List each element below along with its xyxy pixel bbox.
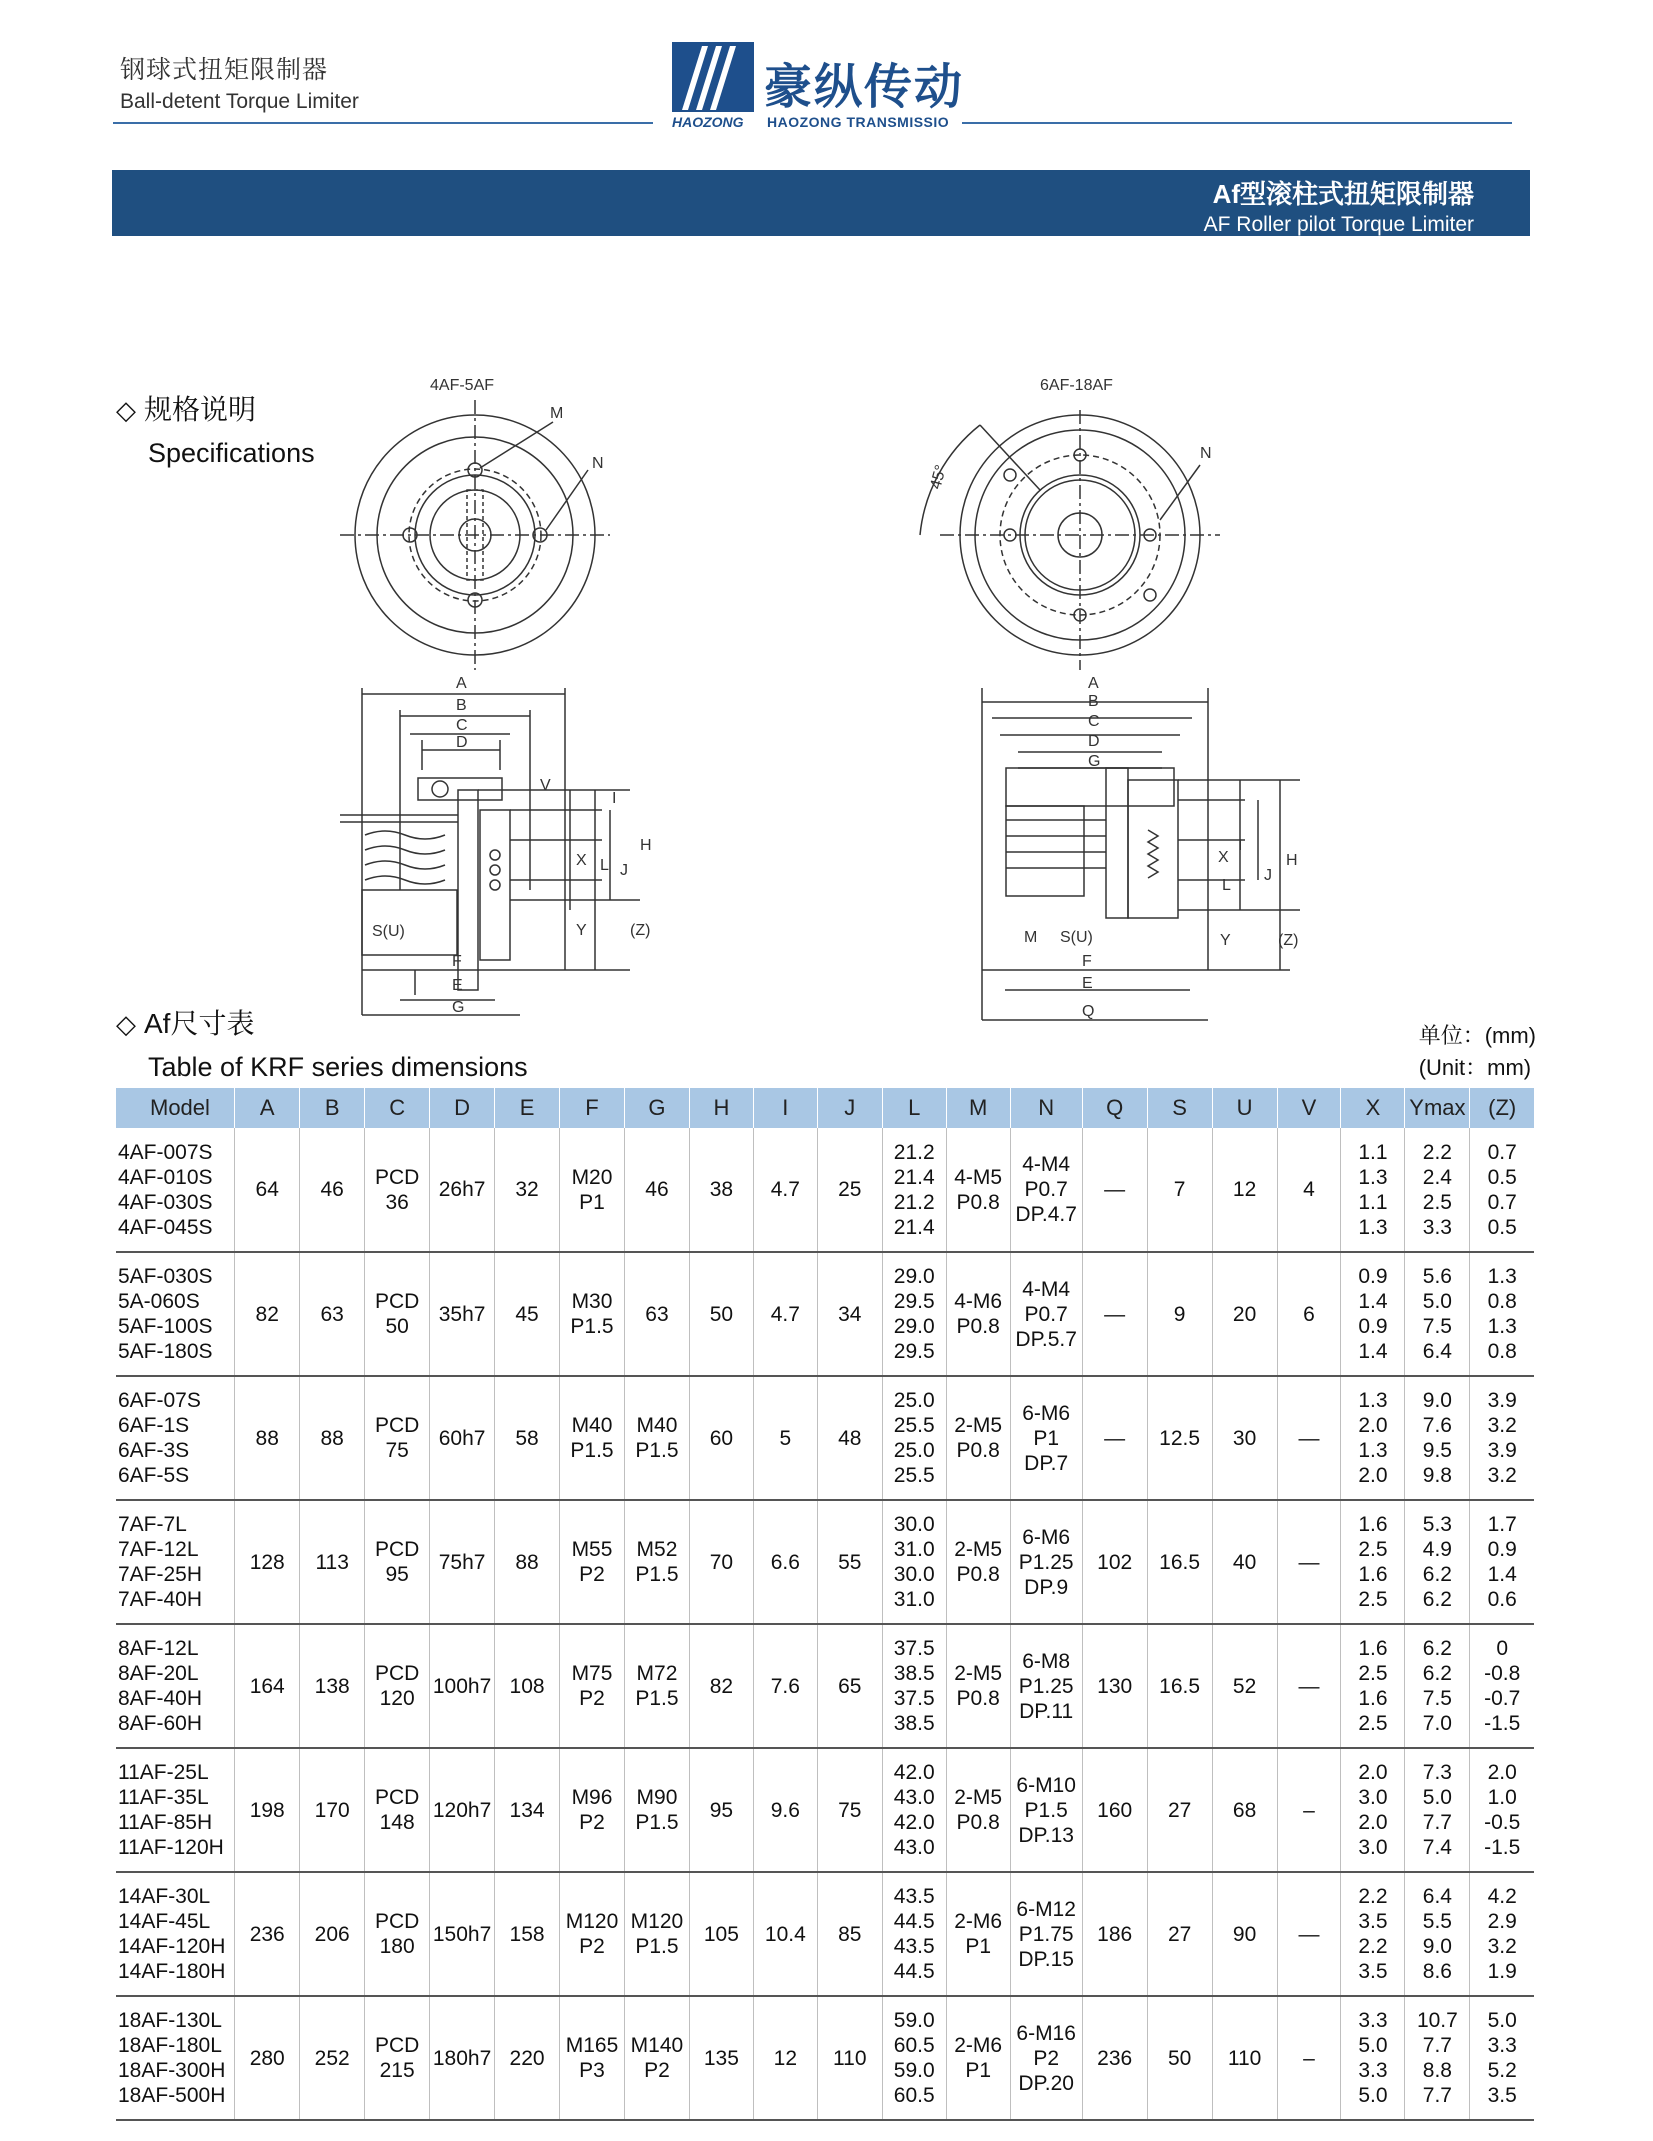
cell-i: 5: [753, 1376, 817, 1500]
cell-s: 9: [1147, 1252, 1212, 1376]
cell-j: 48: [817, 1376, 882, 1500]
specs-title-cn: 规格说明: [144, 394, 257, 425]
header-rule-left: [113, 122, 653, 124]
cell-g: M90 P1.5: [624, 1748, 689, 1872]
cell-d: 180h7: [430, 1996, 495, 2120]
label-e-right: E: [1082, 975, 1093, 992]
cell-l: 59.0 60.5 59.0 60.5: [882, 1996, 946, 2120]
cell-v: —: [1277, 1624, 1341, 1748]
cell-y: 2.2 2.4 2.5 3.3: [1405, 1128, 1470, 1252]
cell-b: 206: [300, 1872, 365, 1996]
drawing-4af-5af: [340, 370, 690, 1030]
cell-i: 4.7: [753, 1128, 817, 1252]
cell-n: 6-M6 P1.25 DP.9: [1010, 1500, 1082, 1624]
cell-model: 7AF-7L 7AF-12L 7AF-25H 7AF-40H: [116, 1500, 235, 1624]
table-row: [116, 1128, 1534, 1252]
col-header-a: A: [235, 1088, 300, 1128]
cell-z: 0.7 0.5 0.7 0.5: [1470, 1128, 1534, 1252]
cell-i: 4.7: [753, 1252, 817, 1376]
col-header-m: M: [946, 1088, 1010, 1128]
cell-f: M55 P2: [560, 1500, 625, 1624]
col-header-x: X: [1341, 1088, 1405, 1128]
table-row: [116, 1500, 1534, 1624]
banner-title-cn: Af型滚柱式扭矩限制器: [1212, 179, 1474, 209]
cell-d: 60h7: [430, 1376, 495, 1500]
label-l-right: L: [1222, 877, 1231, 894]
cell-q: 186: [1082, 1872, 1147, 1996]
cell-b: 113: [300, 1500, 365, 1624]
cell-q: 236: [1082, 1996, 1147, 2120]
cell-e: 58: [495, 1376, 560, 1500]
drawing-right-title: 6AF-18AF: [1040, 377, 1113, 394]
cell-y: 9.0 7.6 9.5 9.8: [1405, 1376, 1470, 1500]
cell-j: 75: [817, 1748, 882, 1872]
cell-n: 6-M16 P2 DP.20: [1010, 1996, 1082, 2120]
cell-i: 9.6: [753, 1748, 817, 1872]
label-z: (Z): [630, 922, 651, 939]
cell-x: 1.3 2.0 1.3 2.0: [1341, 1376, 1405, 1500]
cell-x: 2.2 3.5 2.2 3.5: [1341, 1872, 1405, 1996]
cell-j: 85: [817, 1872, 882, 1996]
specs-section-title: [116, 388, 315, 469]
label-g: G: [452, 999, 465, 1016]
cell-model: 18AF-130L 18AF-180L 18AF-300H 18AF-500H: [116, 1996, 235, 2120]
cell-j: 65: [817, 1624, 882, 1748]
cell-d: 75h7: [430, 1500, 495, 1624]
col-header-e: E: [495, 1088, 560, 1128]
col-header-i: I: [753, 1088, 817, 1128]
cell-n: 4-M4 P0.7 DP.5.7: [1010, 1252, 1082, 1376]
label-n-right: N: [1200, 445, 1212, 462]
cell-e: 45: [495, 1252, 560, 1376]
col-header-d: D: [430, 1088, 495, 1128]
cell-s: 7: [1147, 1128, 1212, 1252]
cell-c: PCD 50: [365, 1252, 430, 1376]
cell-q: —: [1082, 1252, 1147, 1376]
table-row: [116, 1748, 1534, 1872]
cell-m: 2-M5 P0.8: [946, 1376, 1010, 1500]
cell-m: 2-M5 P0.8: [946, 1624, 1010, 1748]
diamond-icon: ◇: [116, 1009, 136, 1039]
cell-model: 6AF-07S 6AF-1S 6AF-3S 6AF-5S: [116, 1376, 235, 1500]
cell-m: 2-M5 P0.8: [946, 1748, 1010, 1872]
technical-drawing-right: [900, 370, 1320, 1030]
banner-title-en: AF Roller pilot Torque Limiter: [1203, 213, 1474, 236]
cell-a: 64: [235, 1128, 300, 1252]
cell-m: 2-M6 P1: [946, 1996, 1010, 2120]
label-angle: 45°: [927, 463, 951, 492]
cell-s: 50: [1147, 1996, 1212, 2120]
label-e: E: [452, 977, 463, 994]
cell-c: PCD 120: [365, 1624, 430, 1748]
cell-h: 95: [689, 1748, 753, 1872]
specs-title-en: Specifications: [148, 438, 315, 468]
col-header-g: G: [624, 1088, 689, 1128]
cell-z: 1.3 0.8 1.3 0.8: [1470, 1252, 1534, 1376]
cell-x: 1.1 1.3 1.1 1.3: [1341, 1128, 1405, 1252]
label-q-right: Q: [1082, 1003, 1095, 1020]
cell-i: 6.6: [753, 1500, 817, 1624]
brand-name-short: HAOZONG: [672, 114, 744, 130]
table-title-cn: Af尺寸表: [144, 1008, 255, 1039]
label-i: I: [612, 790, 617, 807]
cell-j: 110: [817, 1996, 882, 2120]
cell-b: 170: [300, 1748, 365, 1872]
table-row: [116, 1376, 1534, 1500]
cell-b: 46: [300, 1128, 365, 1252]
label-n: N: [592, 455, 604, 472]
cell-model: 8AF-12L 8AF-20L 8AF-40H 8AF-60H: [116, 1624, 235, 1748]
cell-d: 120h7: [430, 1748, 495, 1872]
cell-s: 27: [1147, 1748, 1212, 1872]
col-header-q: Q: [1082, 1088, 1147, 1128]
cell-h: 82: [689, 1624, 753, 1748]
cell-g: M140 P2: [624, 1996, 689, 2120]
label-x: X: [576, 852, 587, 869]
cell-model: 11AF-25L 11AF-35L 11AF-85H 11AF-120H: [116, 1748, 235, 1872]
unit-note-en: (Unit：mm): [1418, 1055, 1532, 1080]
cell-b: 63: [300, 1252, 365, 1376]
cell-y: 6.2 6.2 7.5 7.0: [1405, 1624, 1470, 1748]
label-su: S(U): [372, 923, 405, 940]
cell-j: 55: [817, 1500, 882, 1624]
label-a-right: A: [1088, 675, 1099, 692]
cell-q: —: [1082, 1376, 1147, 1500]
col-header-l: L: [882, 1088, 946, 1128]
cell-l: 25.0 25.5 25.0 25.5: [882, 1376, 946, 1500]
label-f-right: F: [1082, 953, 1092, 970]
cell-l: 29.0 29.5 29.0 29.5: [882, 1252, 946, 1376]
cell-f: M75 P2: [560, 1624, 625, 1748]
cell-c: PCD 148: [365, 1748, 430, 1872]
col-header-f: F: [560, 1088, 625, 1128]
table-body: [116, 1128, 1534, 2120]
label-j: J: [620, 862, 628, 879]
cell-v: —: [1277, 1872, 1341, 1996]
drawing-left-title: 4AF-5AF: [430, 377, 495, 394]
banner-title: [1204, 174, 1474, 237]
label-y: Y: [576, 922, 587, 939]
cell-g: 46: [624, 1128, 689, 1252]
dimensions-table: [116, 1088, 1534, 2121]
cell-v: 4: [1277, 1128, 1341, 1252]
cell-n: 6-M6 P1 DP.7: [1010, 1376, 1082, 1500]
brand-logo: [672, 38, 972, 136]
cell-s: 16.5: [1147, 1624, 1212, 1748]
col-header-v: V: [1277, 1088, 1341, 1128]
cell-x: 2.0 3.0 2.0 3.0: [1341, 1748, 1405, 1872]
cell-g: 63: [624, 1252, 689, 1376]
category-title-cn: 钢球式扭矩限制器: [120, 56, 329, 84]
label-c-right: C: [1088, 713, 1100, 730]
cell-a: 236: [235, 1872, 300, 1996]
cell-z: 5.0 3.3 5.2 3.5: [1470, 1996, 1534, 2120]
label-i-right: I: [1238, 837, 1243, 854]
cell-c: PCD 75: [365, 1376, 430, 1500]
label-z-right: (Z): [1278, 932, 1299, 949]
cell-z: 2.0 1.0 -0.5 -1.5: [1470, 1748, 1534, 1872]
cell-l: 30.0 31.0 30.0 31.0: [882, 1500, 946, 1624]
cell-f: M30 P1.5: [560, 1252, 625, 1376]
cell-u: 68: [1212, 1748, 1277, 1872]
label-c: C: [456, 717, 468, 734]
table-header-row: [116, 1088, 1534, 1128]
cell-v: 6: [1277, 1252, 1341, 1376]
col-header-j: J: [817, 1088, 882, 1128]
cell-u: 12: [1212, 1128, 1277, 1252]
cell-d: 26h7: [430, 1128, 495, 1252]
col-header-b: B: [300, 1088, 365, 1128]
cell-y: 10.7 7.7 8.8 7.7: [1405, 1996, 1470, 2120]
col-header-ymax: Ymax: [1405, 1088, 1470, 1128]
cell-i: 10.4: [753, 1872, 817, 1996]
cell-a: 88: [235, 1376, 300, 1500]
cell-y: 5.6 5.0 7.5 6.4: [1405, 1252, 1470, 1376]
cell-b: 138: [300, 1624, 365, 1748]
cell-model: 4AF-007S 4AF-010S 4AF-030S 4AF-045S: [116, 1128, 235, 1252]
label-su-right: S(U): [1060, 929, 1093, 946]
cell-g: M40 P1.5: [624, 1376, 689, 1500]
cell-d: 35h7: [430, 1252, 495, 1376]
cell-i: 12: [753, 1996, 817, 2120]
product-banner: [112, 170, 1530, 236]
cell-h: 70: [689, 1500, 753, 1624]
cell-n: 6-M10 P1.5 DP.13: [1010, 1748, 1082, 1872]
cell-f: M165 P3: [560, 1996, 625, 2120]
cell-g: M52 P1.5: [624, 1500, 689, 1624]
cell-q: 130: [1082, 1624, 1147, 1748]
cell-e: 158: [495, 1872, 560, 1996]
cell-y: 5.3 4.9 6.2 6.2: [1405, 1500, 1470, 1624]
diamond-icon: ◇: [116, 395, 136, 425]
cell-s: 27: [1147, 1872, 1212, 1996]
cell-l: 43.5 44.5 43.5 44.5: [882, 1872, 946, 1996]
cell-model: 14AF-30L 14AF-45L 14AF-120H 14AF-180H: [116, 1872, 235, 1996]
cell-x: 1.6 2.5 1.6 2.5: [1341, 1500, 1405, 1624]
label-d-right: D: [1088, 733, 1100, 750]
cell-i: 7.6: [753, 1624, 817, 1748]
cell-v: –: [1277, 1748, 1341, 1872]
cell-d: 150h7: [430, 1872, 495, 1996]
cell-f: M20 P1: [560, 1128, 625, 1252]
cell-x: 0.9 1.4 0.9 1.4: [1341, 1252, 1405, 1376]
cell-z: 0 -0.8 -0.7 -1.5: [1470, 1624, 1534, 1748]
cell-f: M40 P1.5: [560, 1376, 625, 1500]
drawing-6af-18af: [900, 370, 1320, 1030]
cell-h: 105: [689, 1872, 753, 1996]
cell-f: M96 P2: [560, 1748, 625, 1872]
cell-j: 34: [817, 1252, 882, 1376]
category-title-en: Ball-detent Torque Limiter: [120, 90, 359, 113]
label-j-right: J: [1264, 867, 1272, 884]
cell-v: —: [1277, 1376, 1341, 1500]
label-g-right: G: [1088, 753, 1101, 770]
label-d: D: [456, 734, 468, 751]
cell-g: M120 P1.5: [624, 1872, 689, 1996]
cell-g: M72 P1.5: [624, 1624, 689, 1748]
label-a: A: [456, 675, 467, 692]
unit-note-cn: 单位：(mm): [1418, 1023, 1536, 1048]
cell-l: 21.2 21.4 21.2 21.4: [882, 1128, 946, 1252]
cell-f: M120 P2: [560, 1872, 625, 1996]
cell-z: 4.2 2.9 3.2 1.9: [1470, 1872, 1534, 1996]
cell-u: 40: [1212, 1500, 1277, 1624]
col-header-model: Model: [116, 1088, 235, 1128]
table-row: [116, 1996, 1534, 2120]
label-m-right: M: [1024, 929, 1038, 946]
brand-name-full: HAOZONG TRANSMISSIO: [767, 114, 950, 130]
cell-h: 135: [689, 1996, 753, 2120]
cell-s: 16.5: [1147, 1500, 1212, 1624]
cell-h: 38: [689, 1128, 753, 1252]
cell-e: 108: [495, 1624, 560, 1748]
cell-a: 164: [235, 1624, 300, 1748]
cell-v: —: [1277, 1500, 1341, 1624]
brand-name-cn: 豪纵传动: [764, 59, 965, 115]
cell-e: 32: [495, 1128, 560, 1252]
cell-y: 7.3 5.0 7.7 7.4: [1405, 1748, 1470, 1872]
cell-n: 6-M12 P1.75 DP.15: [1010, 1872, 1082, 1996]
table-title-en: Table of KRF series dimensions: [148, 1052, 528, 1082]
cell-h: 50: [689, 1252, 753, 1376]
cell-x: 3.3 5.0 3.3 5.0: [1341, 1996, 1405, 2120]
cell-y: 6.4 5.5 9.0 8.6: [1405, 1872, 1470, 1996]
cell-n: 6-M8 P1.25 DP.11: [1010, 1624, 1082, 1748]
col-header-c: C: [365, 1088, 430, 1128]
label-y-right: Y: [1220, 932, 1231, 949]
cell-c: PCD 180: [365, 1872, 430, 1996]
cell-e: 134: [495, 1748, 560, 1872]
cell-a: 280: [235, 1996, 300, 2120]
cell-u: 30: [1212, 1376, 1277, 1500]
cell-c: PCD 95: [365, 1500, 430, 1624]
cell-c: PCD 215: [365, 1996, 430, 2120]
col-header-n: N: [1010, 1088, 1082, 1128]
label-h: H: [640, 837, 652, 854]
cell-model: 5AF-030S 5A-060S 5AF-100S 5AF-180S: [116, 1252, 235, 1376]
cell-q: 160: [1082, 1748, 1147, 1872]
cell-u: 90: [1212, 1872, 1277, 1996]
cell-m: 2-M5 P0.8: [946, 1500, 1010, 1624]
cell-n: 4-M4 P0.7 DP.4.7: [1010, 1128, 1082, 1252]
cell-z: 1.7 0.9 1.4 0.6: [1470, 1500, 1534, 1624]
table-section-title: [116, 1002, 528, 1083]
label-f: F: [452, 953, 462, 970]
brand-logo-icon: [672, 42, 754, 112]
cell-l: 42.0 43.0 42.0 43.0: [882, 1748, 946, 1872]
cell-u: 110: [1212, 1996, 1277, 2120]
cell-v: –: [1277, 1996, 1341, 2120]
table-row: [116, 1872, 1534, 1996]
cell-e: 220: [495, 1996, 560, 2120]
label-v: V: [540, 777, 551, 794]
cell-a: 82: [235, 1252, 300, 1376]
label-b: B: [456, 697, 467, 714]
label-m: M: [550, 405, 564, 422]
cell-x: 1.6 2.5 1.6 2.5: [1341, 1624, 1405, 1748]
cell-l: 37.5 38.5 37.5 38.5: [882, 1624, 946, 1748]
label-x-right: X: [1218, 849, 1229, 866]
label-l: L: [600, 857, 609, 874]
cell-m: 4-M5 P0.8: [946, 1128, 1010, 1252]
cell-m: 4-M6 P0.8: [946, 1252, 1010, 1376]
col-header-z: (Z): [1470, 1088, 1534, 1128]
catalog-category: [120, 50, 359, 114]
technical-drawing-left: [340, 370, 690, 1030]
cell-h: 60: [689, 1376, 753, 1500]
cell-e: 88: [495, 1500, 560, 1624]
cell-q: —: [1082, 1128, 1147, 1252]
cell-s: 12.5: [1147, 1376, 1212, 1500]
cell-u: 20: [1212, 1252, 1277, 1376]
cell-b: 252: [300, 1996, 365, 2120]
col-header-h: H: [689, 1088, 753, 1128]
table-row: [116, 1252, 1534, 1376]
unit-note: [1419, 1020, 1536, 1084]
cell-d: 100h7: [430, 1624, 495, 1748]
cell-a: 128: [235, 1500, 300, 1624]
cell-b: 88: [300, 1376, 365, 1500]
header-rule-right: [962, 122, 1512, 124]
cell-q: 102: [1082, 1500, 1147, 1624]
cell-u: 52: [1212, 1624, 1277, 1748]
cell-z: 3.9 3.2 3.9 3.2: [1470, 1376, 1534, 1500]
label-b-right: B: [1088, 693, 1099, 710]
col-header-u: U: [1212, 1088, 1277, 1128]
cell-m: 2-M6 P1: [946, 1872, 1010, 1996]
cell-j: 25: [817, 1128, 882, 1252]
cell-a: 198: [235, 1748, 300, 1872]
table-row: [116, 1624, 1534, 1748]
col-header-s: S: [1147, 1088, 1212, 1128]
cell-c: PCD 36: [365, 1128, 430, 1252]
label-h-right: H: [1286, 852, 1298, 869]
